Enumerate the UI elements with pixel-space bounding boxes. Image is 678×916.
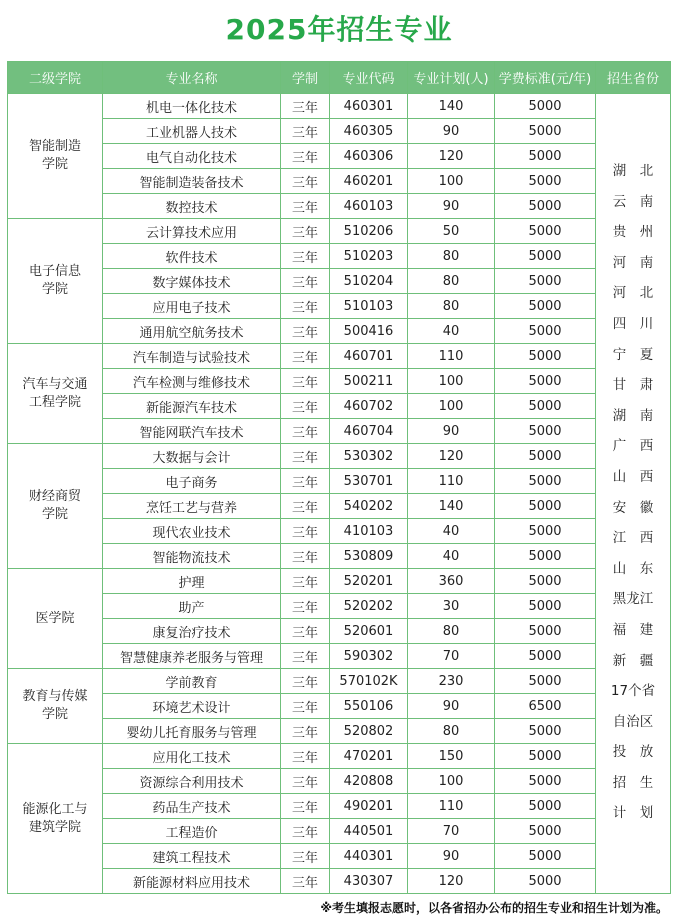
major-cell: 护理 <box>103 569 281 594</box>
header-fee: 学费标准(元/年) <box>495 62 596 94</box>
plan-cell: 90 <box>408 419 495 444</box>
fee-cell: 5000 <box>495 869 596 894</box>
fee-cell: 5000 <box>495 444 596 469</box>
plan-cell: 110 <box>408 794 495 819</box>
fee-cell: 5000 <box>495 394 596 419</box>
major-cell: 资源综合利用技术 <box>103 769 281 794</box>
major-cell: 药品生产技术 <box>103 794 281 819</box>
code-cell: 460701 <box>330 344 408 369</box>
fee-cell: 5000 <box>495 569 596 594</box>
major-cell: 学前教育 <box>103 669 281 694</box>
code-cell: 420808 <box>330 769 408 794</box>
plan-cell: 80 <box>408 294 495 319</box>
plan-cell: 40 <box>408 519 495 544</box>
table-row <box>8 444 671 469</box>
province-item: 投 放 <box>612 744 654 761</box>
table-row <box>8 419 671 444</box>
code-cell: 460704 <box>330 419 408 444</box>
province-item: 四 川 <box>612 315 654 332</box>
plan-cell: 110 <box>408 344 495 369</box>
plan-cell: 100 <box>408 169 495 194</box>
code-cell: 460305 <box>330 119 408 144</box>
major-cell: 电子商务 <box>103 469 281 494</box>
code-cell: 520802 <box>330 719 408 744</box>
duration-cell: 三年 <box>281 794 330 819</box>
college-name-line: 电子信息 <box>28 264 81 279</box>
major-cell: 工业机器人技术 <box>103 119 281 144</box>
header-row <box>8 62 671 94</box>
major-cell: 婴幼儿托育服务与管理 <box>103 719 281 744</box>
fee-cell: 5000 <box>495 819 596 844</box>
plan-cell: 360 <box>408 569 495 594</box>
plan-cell: 80 <box>408 269 495 294</box>
header-code: 专业代码 <box>330 62 408 94</box>
fee-cell: 5000 <box>495 319 596 344</box>
duration-cell: 三年 <box>281 769 330 794</box>
major-cell: 智能物流技术 <box>103 544 281 569</box>
college-name-line: 建筑学院 <box>28 819 81 835</box>
table-row <box>8 694 671 719</box>
duration-cell: 三年 <box>281 819 330 844</box>
college-name-line: 财经商贸 <box>28 489 81 504</box>
duration-cell: 三年 <box>281 294 330 319</box>
duration-cell: 三年 <box>281 744 330 769</box>
duration-cell: 三年 <box>281 344 330 369</box>
table-row <box>8 519 671 544</box>
major-cell: 汽车制造与试验技术 <box>103 344 281 369</box>
code-cell: 460103 <box>330 194 408 219</box>
province-item: 广 西 <box>612 438 654 455</box>
code-cell: 530302 <box>330 444 408 469</box>
code-cell: 530701 <box>330 469 408 494</box>
fee-cell: 5000 <box>495 419 596 444</box>
plan-cell: 230 <box>408 669 495 694</box>
fee-cell: 5000 <box>495 169 596 194</box>
duration-cell: 三年 <box>281 519 330 544</box>
fee-cell: 5000 <box>495 644 596 669</box>
table-row <box>8 644 671 669</box>
major-cell: 数字媒体技术 <box>103 269 281 294</box>
table-row <box>8 144 671 169</box>
fee-cell: 5000 <box>495 794 596 819</box>
duration-cell: 三年 <box>281 269 330 294</box>
plan-cell: 40 <box>408 319 495 344</box>
duration-cell: 三年 <box>281 869 330 894</box>
college-cell <box>8 344 103 444</box>
code-cell: 520202 <box>330 594 408 619</box>
table-row <box>8 844 671 869</box>
province-item: 山 东 <box>612 560 654 577</box>
college-name-line: 能源化工与 <box>22 801 88 817</box>
province-item: 贵 州 <box>612 224 654 241</box>
major-cell: 建筑工程技术 <box>103 844 281 869</box>
duration-cell: 三年 <box>281 419 330 444</box>
college-name-line: 汽车与交通 <box>22 376 88 392</box>
duration-cell: 三年 <box>281 544 330 569</box>
fee-cell: 5000 <box>495 344 596 369</box>
fee-cell: 5000 <box>495 94 596 119</box>
major-cell: 电气自动化技术 <box>103 144 281 169</box>
table-row <box>8 869 671 894</box>
fee-cell: 5000 <box>495 669 596 694</box>
duration-cell: 三年 <box>281 694 330 719</box>
college-name-line: 学院 <box>41 282 68 297</box>
enrollment-table <box>7 61 671 894</box>
fee-cell: 5000 <box>495 619 596 644</box>
table-row <box>8 494 671 519</box>
code-cell: 460306 <box>330 144 408 169</box>
page-title: 2025年招生专业 <box>225 13 453 46</box>
table-row <box>8 119 671 144</box>
college-cell <box>8 444 103 569</box>
table-row <box>8 744 671 769</box>
fee-cell: 5000 <box>495 769 596 794</box>
plan-cell: 100 <box>408 394 495 419</box>
duration-cell: 三年 <box>281 669 330 694</box>
province-item: 湖 南 <box>612 407 654 424</box>
table-row <box>8 719 671 744</box>
code-cell: 460301 <box>330 94 408 119</box>
fee-cell: 5000 <box>495 244 596 269</box>
fee-cell: 5000 <box>495 194 596 219</box>
code-cell: 550106 <box>330 694 408 719</box>
table-row <box>8 819 671 844</box>
plan-cell: 90 <box>408 694 495 719</box>
province-item: 云 南 <box>612 193 654 210</box>
major-cell: 通用航空航务技术 <box>103 319 281 344</box>
table-row <box>8 544 671 569</box>
fee-cell: 5000 <box>495 744 596 769</box>
header-plan: 专业计划(人) <box>408 62 495 94</box>
major-cell: 应用化工技术 <box>103 744 281 769</box>
table-row <box>8 169 671 194</box>
code-cell: 500211 <box>330 369 408 394</box>
plan-cell: 120 <box>408 444 495 469</box>
plan-cell: 80 <box>408 619 495 644</box>
fee-cell: 6500 <box>495 694 596 719</box>
plan-cell: 70 <box>408 644 495 669</box>
college-cell <box>8 669 103 744</box>
code-cell: 510204 <box>330 269 408 294</box>
college-cell <box>8 744 103 894</box>
major-cell: 汽车检测与维修技术 <box>103 369 281 394</box>
plan-cell: 140 <box>408 494 495 519</box>
fee-cell: 5000 <box>495 144 596 169</box>
code-cell: 570102K <box>330 669 408 694</box>
code-cell: 540202 <box>330 494 408 519</box>
college-cell <box>8 94 103 219</box>
fee-cell: 5000 <box>495 294 596 319</box>
plan-cell: 70 <box>408 819 495 844</box>
major-cell: 智能制造装备技术 <box>103 169 281 194</box>
major-cell: 工程造价 <box>103 819 281 844</box>
plan-cell: 90 <box>408 194 495 219</box>
code-cell: 460702 <box>330 394 408 419</box>
plan-cell: 90 <box>408 119 495 144</box>
college-name-line: 教育与传媒 <box>22 689 88 704</box>
major-cell: 数控技术 <box>103 194 281 219</box>
table-row <box>8 594 671 619</box>
plan-cell: 120 <box>408 869 495 894</box>
duration-cell: 三年 <box>281 644 330 669</box>
province-list <box>596 94 670 829</box>
duration-cell: 三年 <box>281 469 330 494</box>
major-cell: 环境艺术设计 <box>103 694 281 719</box>
table-row <box>8 469 671 494</box>
code-cell: 590302 <box>330 644 408 669</box>
code-cell: 510203 <box>330 244 408 269</box>
header-major: 专业名称 <box>103 62 281 94</box>
college-name-line: 智能制造 <box>28 139 81 154</box>
province-item: 黑龙江 <box>612 591 654 608</box>
table-row <box>8 269 671 294</box>
plan-cell: 80 <box>408 719 495 744</box>
college-name-line: 工程学院 <box>28 394 81 410</box>
province-item: 计 划 <box>612 805 654 822</box>
table-row <box>8 794 671 819</box>
table-row <box>8 619 671 644</box>
province-item: 山 西 <box>612 468 654 485</box>
provinces-cell <box>596 94 671 894</box>
fee-cell: 5000 <box>495 519 596 544</box>
table-row <box>8 669 671 694</box>
major-cell: 智能网联汽车技术 <box>103 419 281 444</box>
code-cell: 430307 <box>330 869 408 894</box>
plan-cell: 50 <box>408 219 495 244</box>
college-cell <box>8 219 103 344</box>
code-cell: 530809 <box>330 544 408 569</box>
duration-cell: 三年 <box>281 219 330 244</box>
code-cell: 410103 <box>330 519 408 544</box>
table-row <box>8 369 671 394</box>
province-item: 新 疆 <box>612 652 654 669</box>
fee-cell: 5000 <box>495 544 596 569</box>
duration-cell: 三年 <box>281 394 330 419</box>
header-college: 二级学院 <box>8 62 103 94</box>
duration-cell: 三年 <box>281 169 330 194</box>
fee-cell: 5000 <box>495 119 596 144</box>
plan-cell: 100 <box>408 369 495 394</box>
college-name-line: 学院 <box>41 507 68 522</box>
province-item: 河 南 <box>612 254 654 271</box>
major-cell: 助产 <box>103 594 281 619</box>
table-row <box>8 394 671 419</box>
table-row <box>8 244 671 269</box>
province-item: 甘 肃 <box>612 377 654 394</box>
major-cell: 现代农业技术 <box>103 519 281 544</box>
code-cell: 520201 <box>330 569 408 594</box>
duration-cell: 三年 <box>281 719 330 744</box>
province-item: 招 生 <box>612 774 654 791</box>
duration-cell: 三年 <box>281 619 330 644</box>
code-cell: 470201 <box>330 744 408 769</box>
table-row <box>8 569 671 594</box>
major-cell: 应用电子技术 <box>103 294 281 319</box>
table-row <box>8 344 671 369</box>
duration-cell: 三年 <box>281 594 330 619</box>
fee-cell: 5000 <box>495 269 596 294</box>
plan-cell: 150 <box>408 744 495 769</box>
province-item: 河 北 <box>612 285 654 302</box>
code-cell: 440501 <box>330 819 408 844</box>
table-row <box>8 769 671 794</box>
major-cell: 软件技术 <box>103 244 281 269</box>
plan-cell: 100 <box>408 769 495 794</box>
table-row <box>8 94 671 119</box>
header-provinces: 招生省份 <box>596 62 671 94</box>
plan-cell: 80 <box>408 244 495 269</box>
major-cell: 康复治疗技术 <box>103 619 281 644</box>
fee-cell: 5000 <box>495 369 596 394</box>
fee-cell: 5000 <box>495 594 596 619</box>
fee-cell: 5000 <box>495 494 596 519</box>
plan-cell: 140 <box>408 94 495 119</box>
province-item: 17个省 <box>610 683 656 700</box>
major-cell: 大数据与会计 <box>103 444 281 469</box>
duration-cell: 三年 <box>281 244 330 269</box>
table-row <box>8 319 671 344</box>
duration-cell: 三年 <box>281 319 330 344</box>
plan-cell: 120 <box>408 144 495 169</box>
major-cell: 机电一体化技术 <box>103 94 281 119</box>
college-name-line: 医学院 <box>35 610 75 626</box>
code-cell: 500416 <box>330 319 408 344</box>
province-item: 江 西 <box>612 530 654 547</box>
college-name-line: 学院 <box>41 157 68 172</box>
duration-cell: 三年 <box>281 94 330 119</box>
province-item: 宁 夏 <box>612 346 654 363</box>
fee-cell: 5000 <box>495 719 596 744</box>
fee-cell: 5000 <box>495 844 596 869</box>
province-item: 福 建 <box>612 621 654 638</box>
table-row <box>8 194 671 219</box>
duration-cell: 三年 <box>281 569 330 594</box>
province-item: 自治区 <box>612 713 654 730</box>
major-cell: 烹饪工艺与营养 <box>103 494 281 519</box>
major-cell: 新能源汽车技术 <box>103 394 281 419</box>
duration-cell: 三年 <box>281 194 330 219</box>
code-cell: 490201 <box>330 794 408 819</box>
duration-cell: 三年 <box>281 119 330 144</box>
province-item: 湖 北 <box>612 163 654 179</box>
code-cell: 440301 <box>330 844 408 869</box>
plan-cell: 110 <box>408 469 495 494</box>
plan-cell: 40 <box>408 544 495 569</box>
code-cell: 460201 <box>330 169 408 194</box>
fee-cell: 5000 <box>495 469 596 494</box>
table-row <box>8 219 671 244</box>
duration-cell: 三年 <box>281 844 330 869</box>
header-duration: 学制 <box>281 62 330 94</box>
footnote: ※考生填报志愿时，以各省招办公布的招生专业和招生计划为准。 <box>320 901 668 915</box>
plan-cell: 90 <box>408 844 495 869</box>
code-cell: 510103 <box>330 294 408 319</box>
major-cell: 智慧健康养老服务与管理 <box>103 644 281 669</box>
college-cell <box>8 569 103 669</box>
duration-cell: 三年 <box>281 144 330 169</box>
duration-cell: 三年 <box>281 494 330 519</box>
major-cell: 云计算技术应用 <box>103 219 281 244</box>
province-item: 安 徽 <box>612 499 654 516</box>
college-name-line: 学院 <box>41 707 68 722</box>
fee-cell: 5000 <box>495 219 596 244</box>
duration-cell: 三年 <box>281 444 330 469</box>
plan-cell: 30 <box>408 594 495 619</box>
major-cell: 新能源材料应用技术 <box>103 869 281 894</box>
code-cell: 520601 <box>330 619 408 644</box>
duration-cell: 三年 <box>281 369 330 394</box>
table-row <box>8 294 671 319</box>
code-cell: 510206 <box>330 219 408 244</box>
